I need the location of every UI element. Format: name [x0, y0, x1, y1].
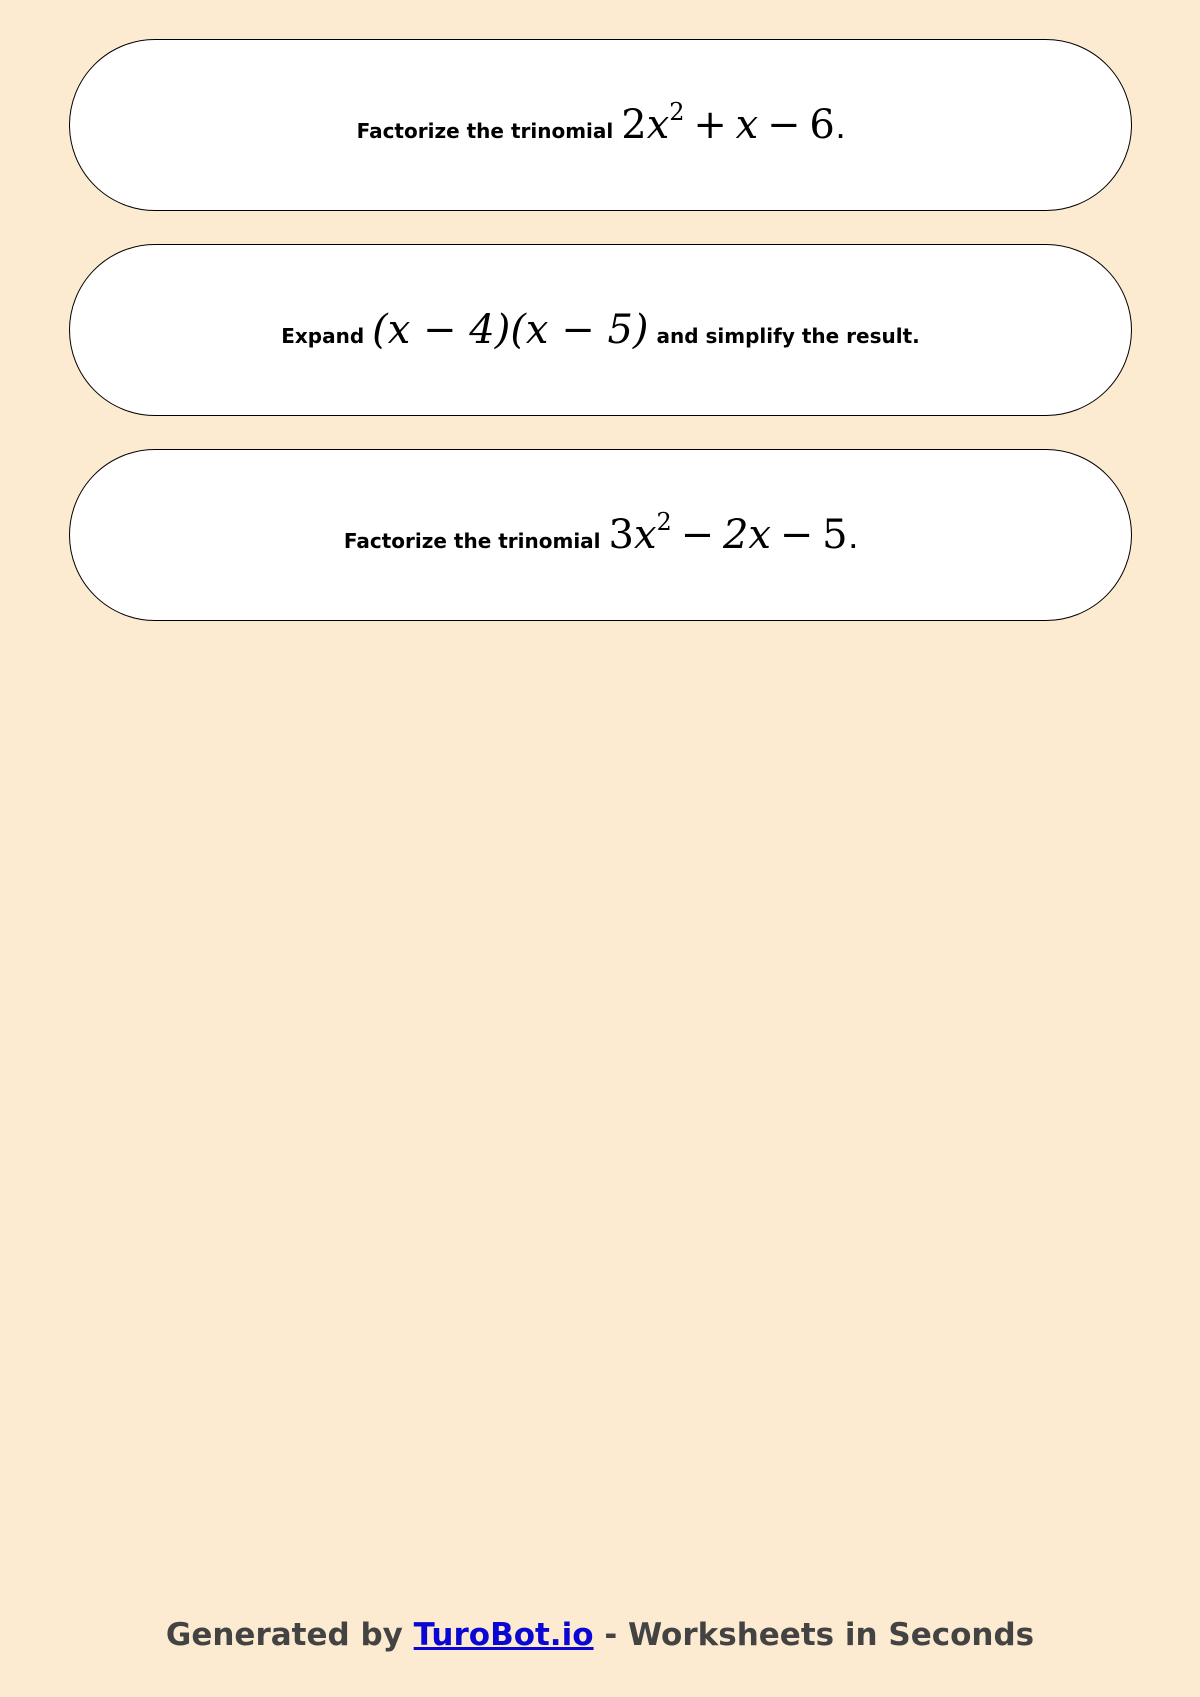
footer-suffix: - Worksheets in Seconds: [604, 1617, 1035, 1653]
math-exponent: 2: [656, 508, 672, 536]
problem-line: [281, 307, 920, 353]
math-exponent: 2: [669, 98, 685, 126]
math-expression: [621, 98, 835, 148]
math-coefficient: 2: [621, 102, 647, 148]
math-operator: −: [767, 102, 801, 148]
problem-card: [69, 449, 1132, 621]
math-variable: x: [633, 512, 657, 558]
footer: [0, 1617, 1200, 1653]
math-factor: (x − 4): [372, 307, 511, 353]
problem-card: [69, 244, 1132, 416]
math-constant: 5: [822, 512, 848, 558]
problem-prompt: Expand: [281, 324, 365, 348]
problem-line: [343, 508, 858, 558]
problem-prompt: Factorize the trinomial: [356, 119, 614, 143]
problem-suffix: .: [836, 119, 845, 143]
problem-suffix: .: [849, 529, 858, 553]
math-term: 2x: [722, 512, 771, 558]
problem-prompt: Factorize the trinomial: [343, 529, 601, 553]
math-constant: 6: [809, 102, 835, 148]
footer-link[interactable]: TuroBot.io: [413, 1617, 594, 1653]
problem-list: [69, 39, 1132, 654]
math-operator: −: [680, 512, 715, 558]
footer-prefix: Generated by: [165, 1617, 403, 1653]
math-expression: [372, 307, 648, 353]
math-variable: x: [646, 102, 670, 148]
problem-line: [356, 98, 845, 148]
problem-suffix: and simplify the result.: [656, 324, 920, 348]
math-coefficient: 3: [608, 512, 634, 558]
math-term: x: [735, 102, 759, 148]
math-operator: −: [779, 512, 814, 558]
problem-card: [69, 39, 1132, 211]
math-expression: [608, 508, 848, 558]
math-factor: (x − 5): [510, 307, 649, 353]
math-operator: +: [693, 102, 727, 148]
